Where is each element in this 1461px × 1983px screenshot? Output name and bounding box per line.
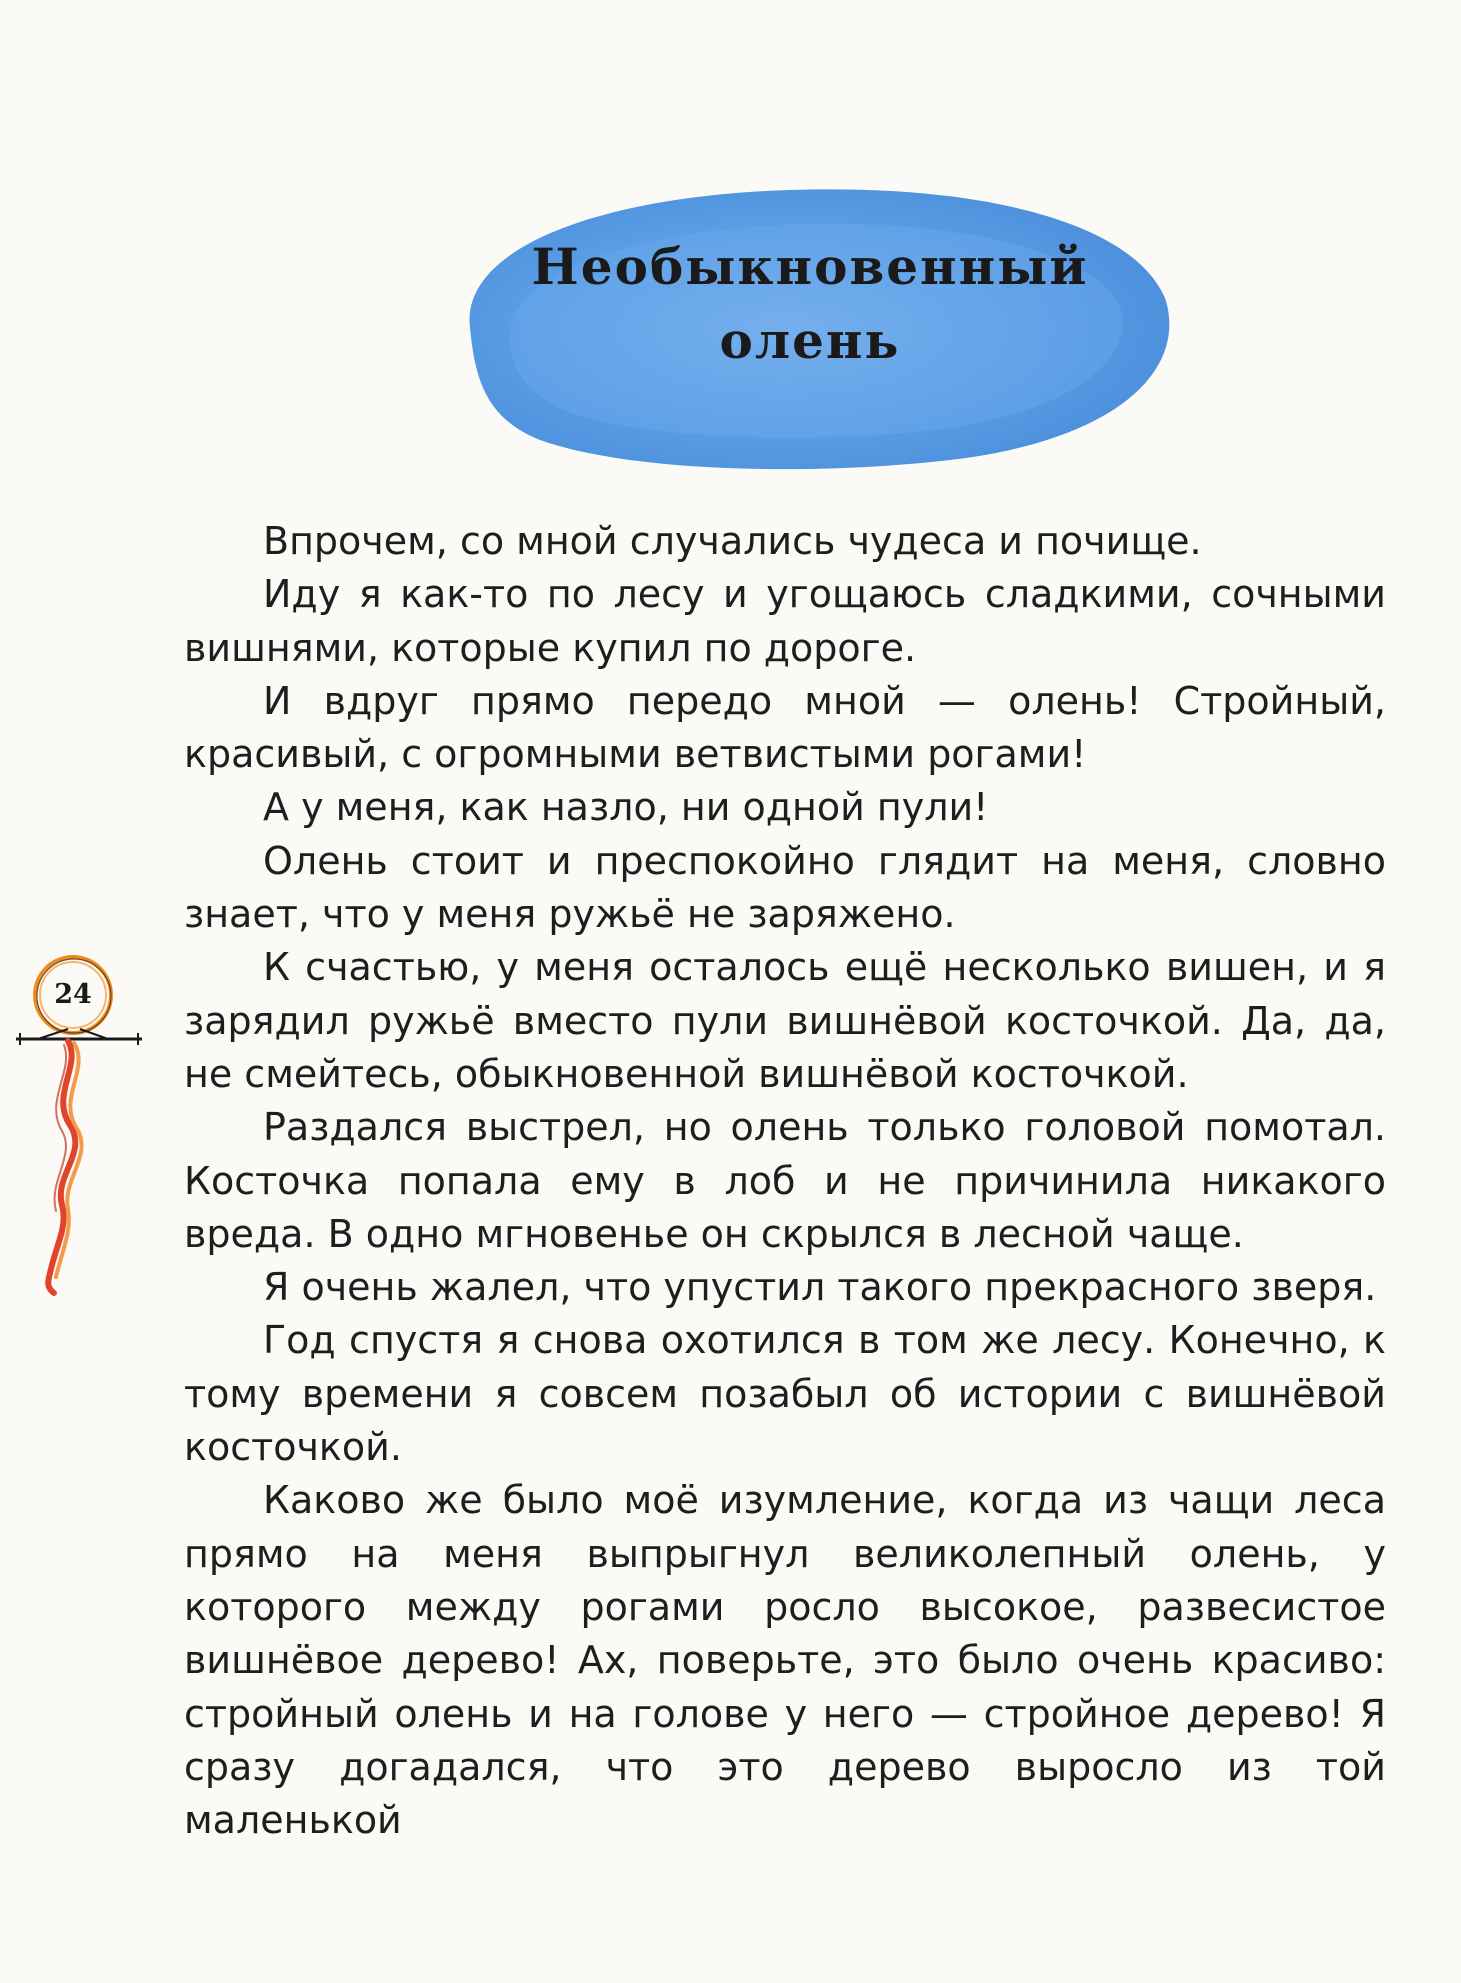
paragraph: И вдруг прямо передо мной — олень! Стройный, красивый, с огромными ветвистыми рогами! — [184, 678, 1386, 777]
paragraph: Каково же было моё изумление, когда из чащи леса прямо на меня выпрыгнул великолепный олень, у которого между рогами росло высокое, развесистое вишнёвое дерево! Ах, поверьте, это было очень красиво: стройный олень и на голове у него — стройное дерево! Я сразу догадался, что это дерево выросло из той маленькой — [184, 1478, 1386, 1843]
paragraph: Год спустя я снова охотился в том же лесу. Конечно, к тому времени я совсем позабыл об истории с вишнёвой косточкой. — [184, 1318, 1386, 1470]
paragraph: Раздался выстрел, но олень только головой помотал. Косточка попала ему в лоб и не причинила никакого вреда. В одно мгновенье он скрылся в лесной чаще. — [184, 1105, 1386, 1256]
paragraph: К счастью, у меня осталось ещё несколько вишен, и я зарядил ружьё вместо пули вишнёвой косточкой. Да, да, не смейтесь, обыкновенной вишнёвой косточкой. — [184, 945, 1386, 1096]
chapter-title-line-1: Необыкновенный — [531, 237, 1089, 296]
story-text — [184, 515, 1386, 1847]
paragraph: Иду я как-то по лесу и угощаюсь сладкими, сочными вишнями, которые купил по дороге. — [184, 572, 1386, 670]
chapter-title-line-2: олень — [719, 311, 901, 370]
paragraph: А у меня, как назло, ни одной пули! — [263, 785, 989, 830]
paragraph: Впрочем, со мной случались чудеса и почище. — [263, 519, 1202, 563]
page-number: 24 — [54, 979, 92, 1010]
paragraph: Я очень жалел, что упустил такого прекрасного зверя. — [263, 1265, 1377, 1310]
chapter-title — [470, 230, 1150, 378]
paragraph: Олень стоит и преспокойно глядит на меня, словно знает, что у меня ружьё не заряжено. — [184, 838, 1386, 937]
